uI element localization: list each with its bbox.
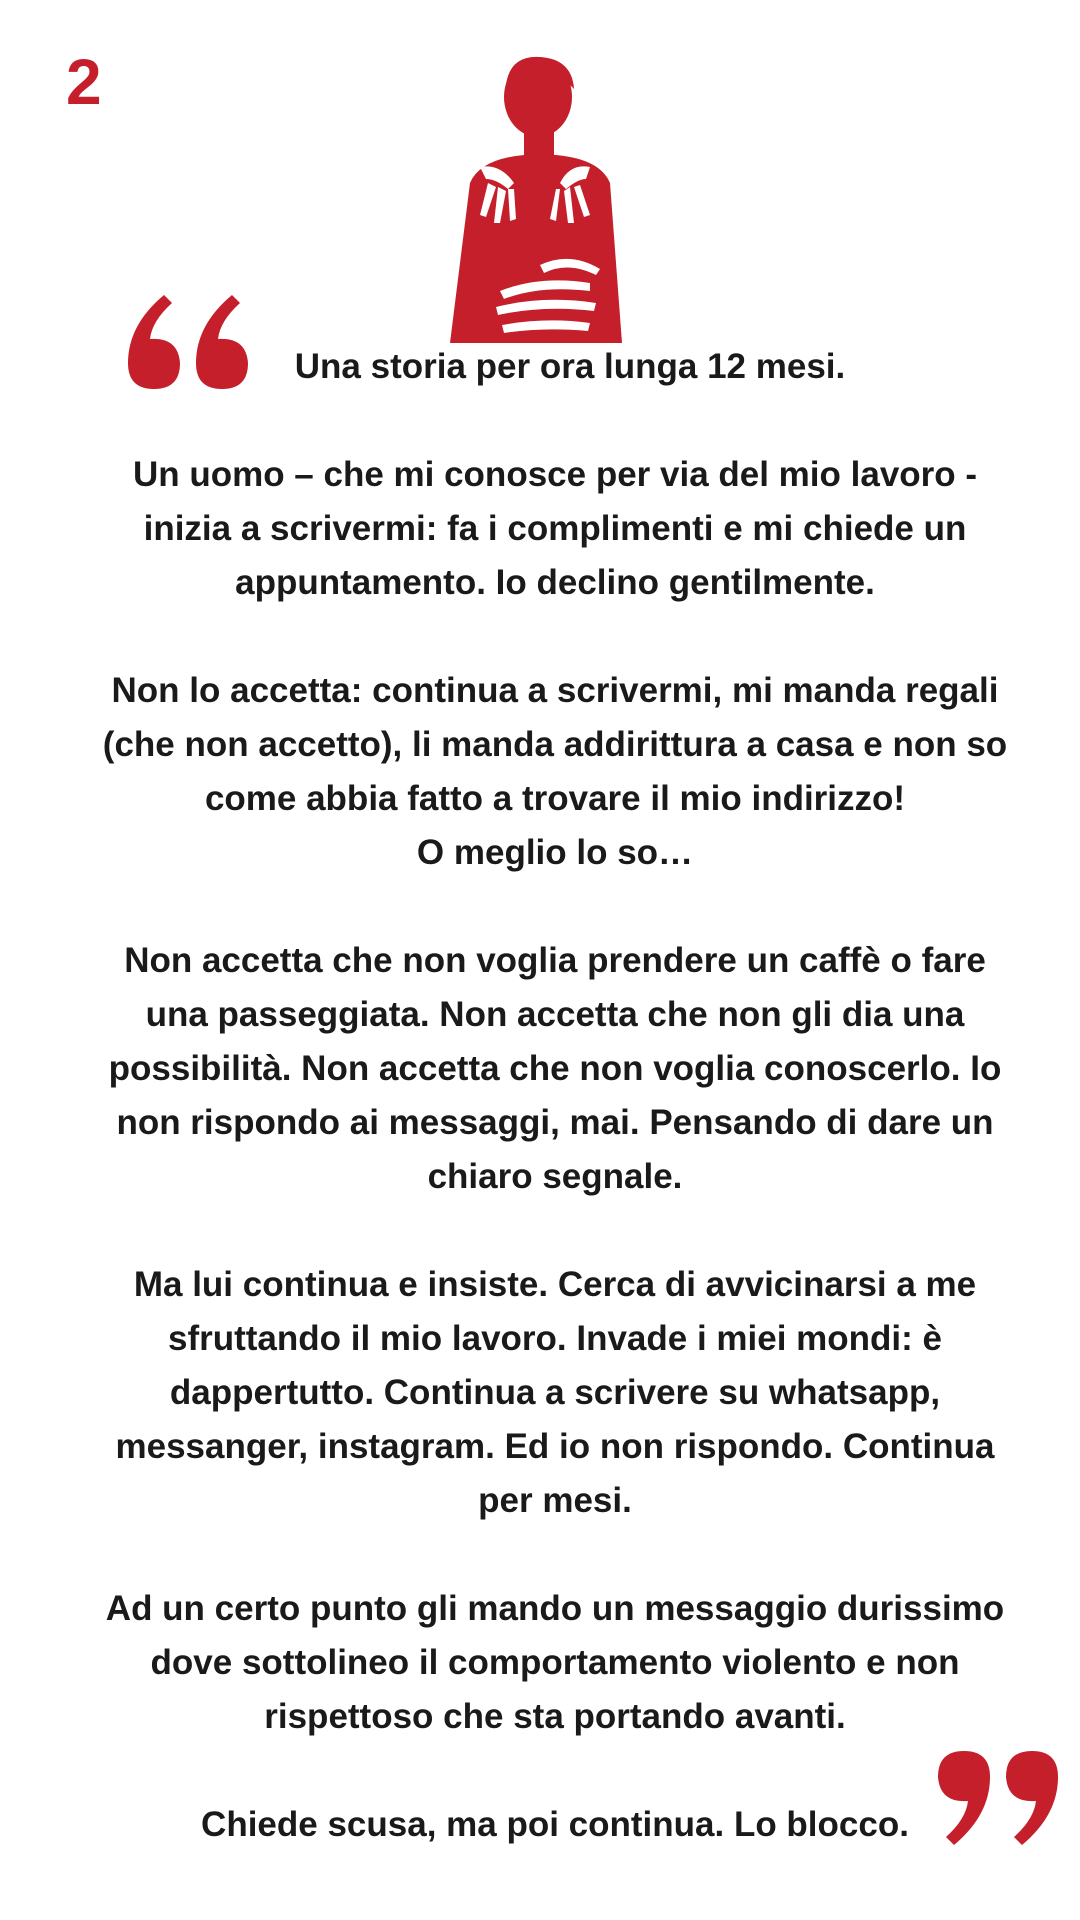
- story-line: una passeggiata. Non accetta che non gli dia una: [145, 995, 965, 1034]
- story-line: dove sottolineo il comportamento violento e non: [150, 1643, 960, 1682]
- page-number: 2: [66, 46, 102, 118]
- story-line: Ma lui continua e insiste. Cerca di avvicinarsi a me: [133, 1265, 977, 1304]
- story-line: chiaro segnale.: [427, 1157, 683, 1196]
- story-line: Un uomo – che mi conosce per via del mio lavoro -: [132, 455, 978, 494]
- story-line: O meglio lo so…: [416, 833, 694, 872]
- story-intro: Una storia per ora lunga 12 mesi.: [294, 347, 846, 386]
- story-line: messanger, instagram. Ed io non rispondo. Continua: [115, 1427, 995, 1466]
- story-line: sfruttando il mio lavoro. Invade i miei mondi: è: [168, 1319, 942, 1358]
- story-line: Ad un certo punto gli mando un messaggio durissimo: [105, 1589, 1005, 1628]
- story-line: Non accetta che non voglia prendere un caffè o fare: [124, 941, 986, 980]
- story-line: possibilità. Non accetta che non voglia conoscerlo. Io: [108, 1049, 1002, 1088]
- story-line: Non lo accetta: continua a scrivermi, mi manda regali: [111, 671, 999, 710]
- story-line: non rispondo ai messaggi, mai. Pensando di dare un: [116, 1103, 994, 1142]
- story-line: dappertutto. Continua a scrivere su whatsapp,: [169, 1373, 941, 1412]
- story-line: (che non accetto), li manda addirittura a casa e non so: [102, 725, 1008, 764]
- woman-silhouette-with-hands-icon: [440, 55, 640, 345]
- story-text: [60, 340, 1050, 1852]
- story-line: Chiede scusa, ma poi continua. Lo blocco.: [201, 1805, 909, 1844]
- story-line: per mesi.: [478, 1481, 632, 1520]
- story-line: rispettoso che sta portando avanti.: [264, 1697, 846, 1736]
- story-line: come abbia fatto a trovare il mio indirizzo!: [204, 779, 906, 818]
- story-line: appuntamento. Io declino gentilmente.: [235, 563, 875, 602]
- story-line: inizia a scrivermi: fa i complimenti e mi chiede un: [143, 509, 967, 548]
